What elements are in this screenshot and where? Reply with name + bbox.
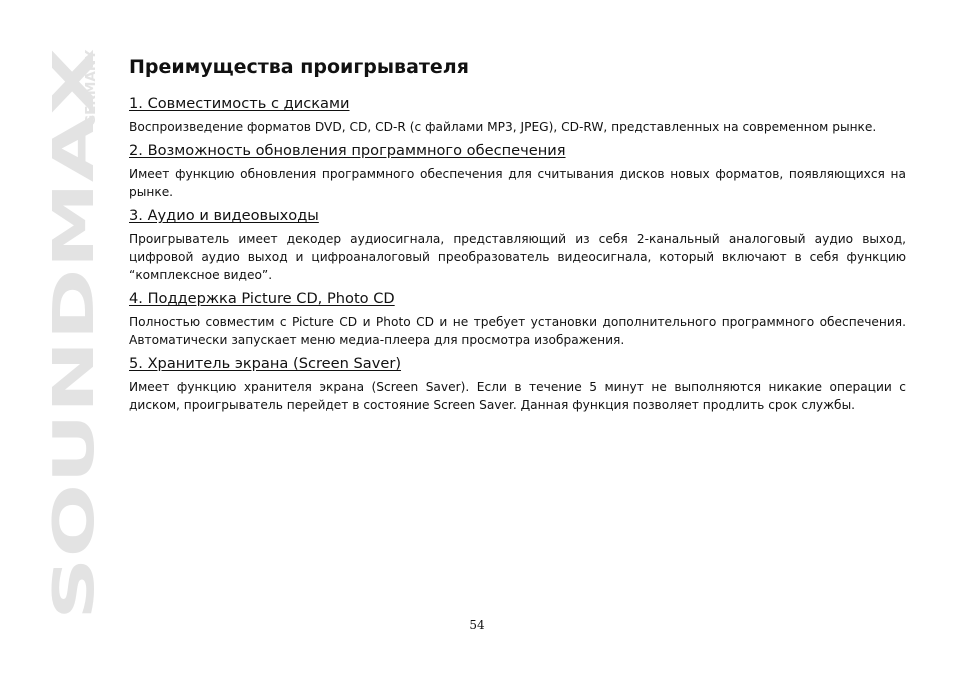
soundmax-logo	[28, 20, 107, 630]
section-picture-cd-support	[129, 289, 906, 349]
section-software-update	[129, 141, 906, 201]
section-disc-compatibility	[129, 94, 906, 136]
section-body: Воспроизведение форматов DVD, CD, CD-R (с файлами MP3, JPEG), CD-RW, представленных на современном рынке.	[129, 120, 877, 134]
section-heading: 3. Аудио и видеовыходы	[129, 207, 319, 224]
section-body: Полностью совместим с Picture CD и Photo CD и не требует установки дополнительного программного обеспечения. Автоматически запускает меню медиа-плеера для просмотра изображения.	[129, 315, 906, 347]
section-heading: 1. Совместимость с дисками	[129, 95, 350, 112]
section-screen-saver	[129, 354, 906, 414]
section-body: Проигрыватель имеет декодер аудиосигнала, представляющий из себя 2-канальный аналоговый аудио выход, цифровой аудио выход и цифроаналоговый преобразователь видеосигнала, который включают в себя функцию “комплексное видео”.	[129, 232, 906, 282]
section-heading: 4. Поддержка Picture CD, Photo CD	[129, 290, 395, 307]
section-body: Имеет функцию хранителя экрана (Screen Saver). Если в течение 5 минут не выполняются никакие операции с диском, проигрыватель перейдет в состояние Screen Saver. Данная функция позволяет продлить срок службы.	[129, 380, 906, 412]
section-heading: 2. Возможность обновления программного обеспечения	[129, 142, 566, 159]
page-content	[129, 54, 906, 419]
section-audio-video-outputs	[129, 206, 906, 284]
page-title: Преимущества проигрывателя	[129, 56, 469, 78]
page-number: 54	[469, 618, 485, 632]
logo-subtext: GERMANY	[84, 53, 99, 126]
logo-text: SOUNDMAX	[42, 250, 107, 620]
section-body: Имеет функцию обновления программного обеспечения для считывания дисков новых форматов, появляющихся на рынке.	[129, 167, 906, 199]
section-heading: 5. Хранитель экрана (Screen Saver)	[129, 355, 402, 372]
